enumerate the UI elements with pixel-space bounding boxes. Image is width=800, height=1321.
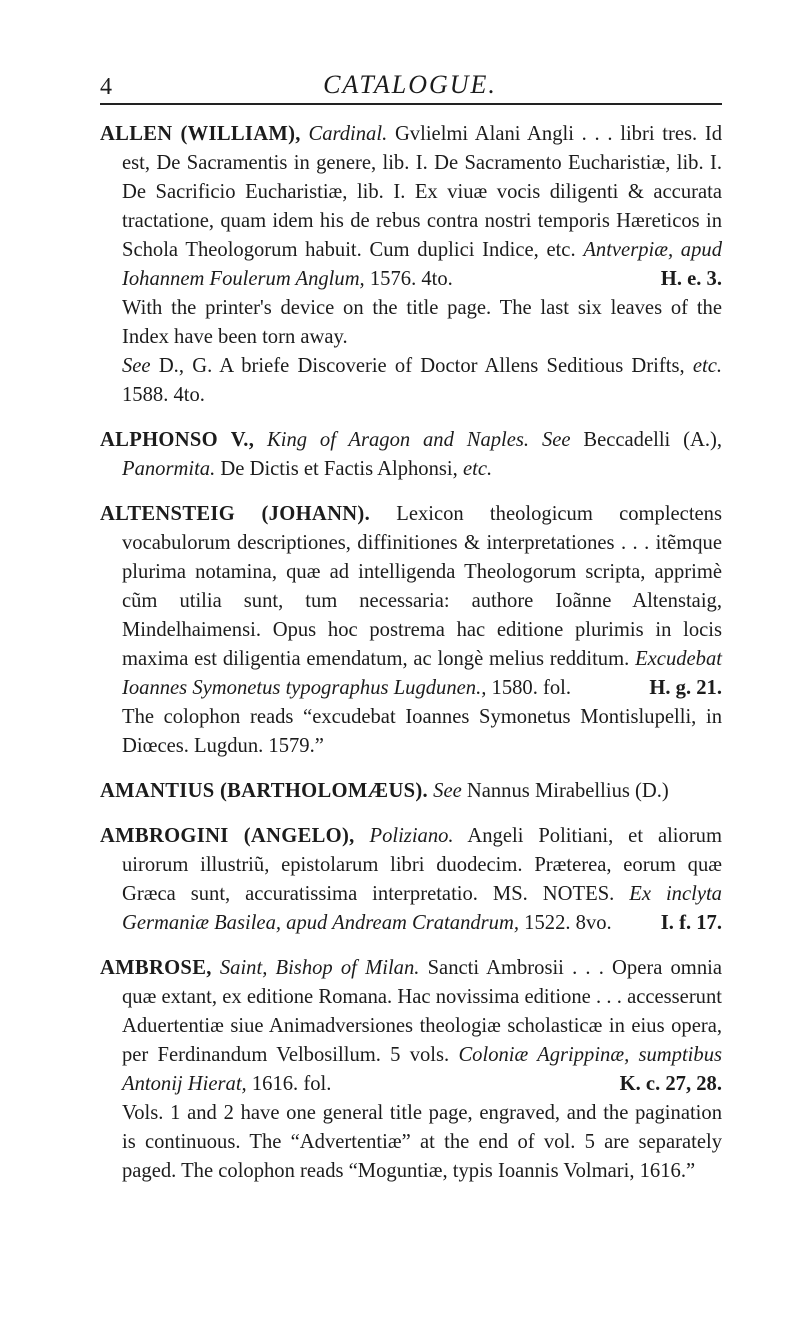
entry-heading: ALPHONSO V., xyxy=(100,429,255,451)
entry-title: Sancti Ambrosii . . . Opera omnia quæ extant, ex editione Romana. Hac novissima editione . . . accesserunt Aduertentiæ siue Animadversiones theologiæ scholasticæ in eius opera, per Ferdinandum Velbosillum. 5 vols. xyxy=(122,957,722,1066)
entry-imprint: 1576. 4to. xyxy=(369,268,453,290)
entry-imprint-place: Excudebat Ioannes Symonetus typographus Lugdunen., xyxy=(122,648,722,699)
entry-heading: AMBROGINI (ANGELO), xyxy=(100,825,355,847)
entry-imprint-place: Coloniæ Agrippinæ, sumptibus Antonij Hierat, xyxy=(122,1044,722,1095)
entry-allen xyxy=(100,120,722,410)
shelf-mark: H. e. 3. xyxy=(660,268,722,290)
entry-text xyxy=(100,426,722,484)
entry-text xyxy=(100,822,722,938)
shelf-mark: H. g. 21. xyxy=(649,677,722,699)
entry-imprint: 1522. 8vo. xyxy=(524,912,612,934)
entry-note: With the printer's device on the title page. The last six leaves of the Index have been torn away. xyxy=(122,297,722,348)
entry-alphonso xyxy=(100,426,722,484)
shelf-mark: I. f. 17. xyxy=(660,912,722,934)
entry-heading: AMANTIUS (BARTHOLOMÆUS). xyxy=(100,780,428,802)
see-etc: etc. xyxy=(462,458,493,480)
entry-amantius xyxy=(100,777,722,806)
see-label: See xyxy=(122,355,151,377)
entry-heading-qualifier: King of Aragon and Naples. xyxy=(267,429,530,451)
page-number: 4 xyxy=(100,74,112,100)
see-imprint: 1588. 4to. xyxy=(122,384,205,406)
see-label: See xyxy=(433,780,462,802)
entry-heading-qualifier: Saint, Bishop of Milan. xyxy=(219,957,420,979)
see-text-2: De Dictis et Factis Alphonsi, xyxy=(220,458,458,480)
see-etc: etc. xyxy=(692,355,723,377)
entry-text xyxy=(100,120,722,294)
entry-imprint: 1580. fol. xyxy=(491,677,572,699)
entry-title: Lexicon theologicum complectens vocabulorum descriptiones, diffinitiones & interpretationes . . . itẽmque plurima notamina, quæ ad intelligenda Theologorum scripta, apprimè cũm utilia sunt, tum necessaria: authore Ioãnne Altenstaig, Mindelhaimensi. Opus hoc postrema hac editione plurimis in locis maxima est diligentia emendatum, ac longè melius redditum. xyxy=(122,503,722,670)
see-text: Nannus Mirabellius (D.) xyxy=(466,780,669,802)
see-text: Beccadelli (A.), xyxy=(583,429,722,451)
see-text: D., G. A briefe Discoverie of Doctor Allens Seditious Drifts, xyxy=(158,355,685,377)
entry-note: The colophon reads “excudebat Ioannes Symonetus Montislupelli, in Diœces. Lugdun. 1579.” xyxy=(122,706,722,757)
entry-altensteig xyxy=(100,500,722,761)
see-label: See xyxy=(541,429,571,451)
entry-imprint-place: Antverpiæ, apud Iohannem Foulerum Anglum, xyxy=(122,239,722,290)
header-rule xyxy=(100,103,722,105)
catalogue-entries xyxy=(100,120,722,1202)
entry-imprint-place: Ex inclyta Germaniæ Basilea, apud Andream Cratandrum, xyxy=(122,883,722,934)
entry-heading: AMBROSE, xyxy=(100,957,212,979)
entry-ambrogini xyxy=(100,822,722,938)
entry-note: Vols. 1 and 2 have one general title page, engraved, and the pagination is continuous. The “Advertentiæ” at the end of vol. 5 are separately paged. The colophon reads “Moguntiæ, typis Ioannis Volmari, 1616.” xyxy=(122,1102,722,1182)
entry-title: Gvlielmi Alani Angli . . . libri tres. Id est, De Sacramentis in genere, lib. I. De Sacramento Eucharistiæ, lib. I. De Sacrificio Eucharistiæ, lib. I. Ex viuæ vocis diligenti & accurata tractatione, quam idem his de rebus contra nostri temporis Hæreticos in Schola Theologorum habuit. Cum duplici Indice, etc. xyxy=(122,123,723,261)
see-reference xyxy=(100,352,722,410)
entry-heading: ALLEN (WILLIAM), xyxy=(100,123,301,145)
entry-text xyxy=(100,500,722,703)
page-header xyxy=(100,56,720,100)
entry-heading-qualifier: Cardinal. xyxy=(308,123,388,145)
entry-text xyxy=(100,777,722,806)
entry-heading: ALTENSTEIG (JOHANN). xyxy=(100,503,371,525)
entry-text xyxy=(100,954,722,1099)
see-text-ital: Panormita. xyxy=(122,458,216,480)
entry-heading-qualifier: Poliziano. xyxy=(369,825,454,847)
entry-ambrose xyxy=(100,954,722,1186)
entry-title: Angeli Politiani, et aliorum uirorum illustriũ, epistolarum libri duodecim. Præterea, eorum quæ Græca sunt, accuratissima interpretatio. MS. NOTES. xyxy=(122,825,722,905)
shelf-mark: K. c. 27, 28. xyxy=(619,1073,722,1095)
running-title: CATALOGUE. xyxy=(323,70,497,99)
entry-imprint: 1616. fol. xyxy=(251,1073,332,1095)
